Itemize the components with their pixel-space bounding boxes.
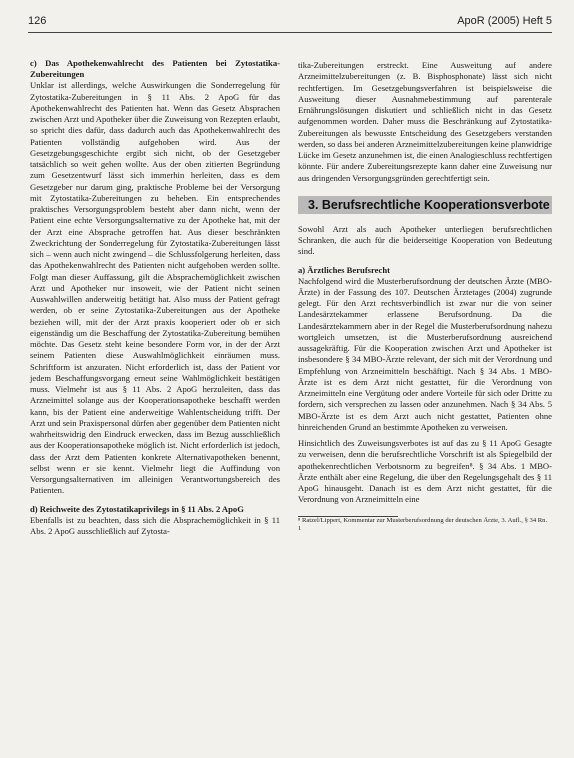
journal-title: ApoR (2005) Heft 5 <box>457 15 552 27</box>
page-header <box>28 14 552 33</box>
paragraph: tika-Zubereitungen erstreckt. Eine Ausweitung auf andere Arzneimittelzubereitungen (z. B. Bisphosphonate) lässt sich nicht rechtfertigen. Im Gesetzgebungsverfahren ist beispielsweise die Ausweitung dieser Ausnahmebestimmung auf parenterale Ernährungslösungen diskutiert und schließlich nicht in das Gesetz aufgenommen worden. Daher muss die Beschränkung auf Zytostatika-Zubereitungen als bewusste Entscheidung des Gesetzgebers verstanden werden, so dass bei anderen Arzneimittelzubereitungen keine planwidrige Lücke im Gesetz anzunehmen ist, die einen Analogieschluss rechtfertigen könnte. Für andere Zubereitungsrezepte kann daher eine Zuweisung nur aus dringenden Versorgungsgründen gerechtfertigt sein. <box>298 60 552 183</box>
left-column <box>30 58 280 537</box>
subheading-c: c) Das Apothekenwahlrecht des Patienten bei Zytostatika-Zubereitungen <box>30 58 280 80</box>
subheading-a: a) Ärztliches Berufsrecht <box>298 264 390 275</box>
paragraph: Hinsichtlich des Zuweisungsverbotes ist auf das zu § 11 ApoG Gesagte zu verweisen, denn die berufsrechtliche Vorschrift ist als Spiegelbild der apothekenrechtlichen Verbotsnorm zu begreifen⁸. § 34 Abs. 1 MBO-Ärzte enthält aber eine Regelung, die über den Regelungsgehalt des § 11 ApoG hinausgeht. Danach ist es dem Arzt nicht gestattet, für die Verordnung von Arzneimitteln eine <box>298 438 552 505</box>
subheading-d: d) Reichweite des Zytostatikaprivilegs in § 11 Abs. 2 ApoG <box>30 503 244 514</box>
page-number: 126 <box>28 15 47 27</box>
paragraph: Sowohl Arzt als auch Apotheker unterliegen berufsrechtlichen Schranken, die auch für die beiderseitige Kooperation von Bedeutung sind. <box>298 223 552 257</box>
paragraph: Ebenfalls ist zu beachten, dass sich die Absprachemöglichkeit in § 11 Abs. 2 ApoG ausschließlich auf Zytosta- <box>30 514 280 537</box>
right-column <box>298 60 552 533</box>
paragraph: Nachfolgend wird die Musterberufsordnung der deutschen Ärzte (MBO-Ärzte) in der Fassung des 107. Deutschen Ärztetages (2004) zugrunde gelegt. Für den Arzt rechtsverbindlich ist zwar nur die von seiner Landesärztekammer erlassene Berufsordnung. Da die Landesärztekammern aber in der Regel die Musterberufsordnung nahezu wortgleich umsetzen, ist die Musterberufsordnung ausreichend aussagekräftig. Für die Kooperation zwischen Arzt und Apotheker ist insbesondere § 34 MBO-Ärzte relevant, der sich mit der Verordnung und Empfehlung von Arzneimitteln beschäftigt. Nach § 34 Abs. 1 MBO-Ärzte ist es dem Arzt nicht gestattet, für die Verordnung von Arzneimitteln eine Vergütung oder andere Vorteile für sich oder Dritte zu fordern, sich versprechen zu lassen oder anzunehmen. Nach § 34 Abs. 5 MBO-Ärzte ist es dem Arzt auch nicht gestattet, Patienten ohne hinreichenden Grund an bestimmte Apotheken zu verweisen. <box>298 275 552 432</box>
section-heading: 3. Berufsrechtliche Kooperationsverbote <box>298 196 552 214</box>
footnote: ⁸ Ratzel/Lippert, Kommentar zur Musterberufsordnung der deutschen Ärzte, 3. Aufl., § 34 Rn. 1 <box>298 516 548 532</box>
paragraph: Unklar ist allerdings, welche Auswirkungen die Sonderregelung für Zytostatika-Zubereitungen in § 11 Abs. 2 ApoG für das Apothekenwahlrecht des Patienten hat. Wenn das Gesetz Absprachen zwischen Arzt und Apotheker über die Zuweisung von Rezepten erlaubt, so spricht dies dafür, dass dadurch auch das Apothekenwahlrecht des Patienten vollständig aufgehoben wird. Aus der Gesetzgebungsgeschichte ergibt sich nicht, ob der Gesetzgeber tatsächlich so weit gehen wollte. Aus der oben zitierten Begründung zum Gesetzentwurf lässt sich immerhin herleiten, dass es dem Gesetzgeber nur darum ging, praktische Probleme bei der Versorgung mit Zytostatika-Zubereitungen zu beheben. Ein entsprechendes praktisches Versorgungsproblem besteht aber dann nicht, wenn der Patient eine echte Versorgungsalternative zu der Apotheke hat, mit der der Arzt eine Absprache getroffen hat. Aus dieser beschränkten Zweckrichtung der Sonderregelung für Zytostatika-Zubereitungen lässt sich – wenn auch nicht zwingend – die Schlussfolgerung herleiten, dass das Apothekenwahlrecht des Patienten nicht aufgehoben werden sollte. Folgt man dieser Auffassung, gilt die Absprachemöglichkeit zwischen Arzt und Apotheker nur insoweit, wie der Patient nicht seinen Auswahlwillen anderweitig betätigt hat. Also muss der Patient gefragt werden, ob er seine Zytostatika-Zubereitungen aus der Apotheke beziehen will, mit der der Arzt praxis kooperiert oder ob er sich eigenständig um die Beschaffung der Zytostatika-Zubereitung bemühen möchte. Das Gesetz steht keine besondere Form vor, in der der Arzt seinem Patienten diese Auswahlmöglichkeit einräumen muss. Schriftform ist anzuraten. Nicht erforderlich ist, dass der Patient vor jedem Beschaffungsvorgang erneut seine Wahlmöglichkeit bestätigen muss. Vielmehr ist aus § 11 Abs. 2 ApoG herzuleiten, dass das Arzneimittel solange aus der Kooperationsapotheke beschafft werden kann, bis der Patient eine anderweitige Wahlentscheidung trifft. Der Arzt und sein Praxispersonal dürfen aber gegenüber dem Patienten nicht wahrheitswidrig den Eindruck erwecken, dass im Bezug ausschließlich aus der Kooperationsapotheke möglich ist. Nicht erforderlich ist jedoch, dass der Arzt dem Patienten konkrete Alternativapotheken benennt, selbst wenn er sie kennt. Vielmehr liegt die Auffindung von Versorgungsalternativen im alleinigen Verantwortungsbereich des Patienten. <box>30 80 280 496</box>
